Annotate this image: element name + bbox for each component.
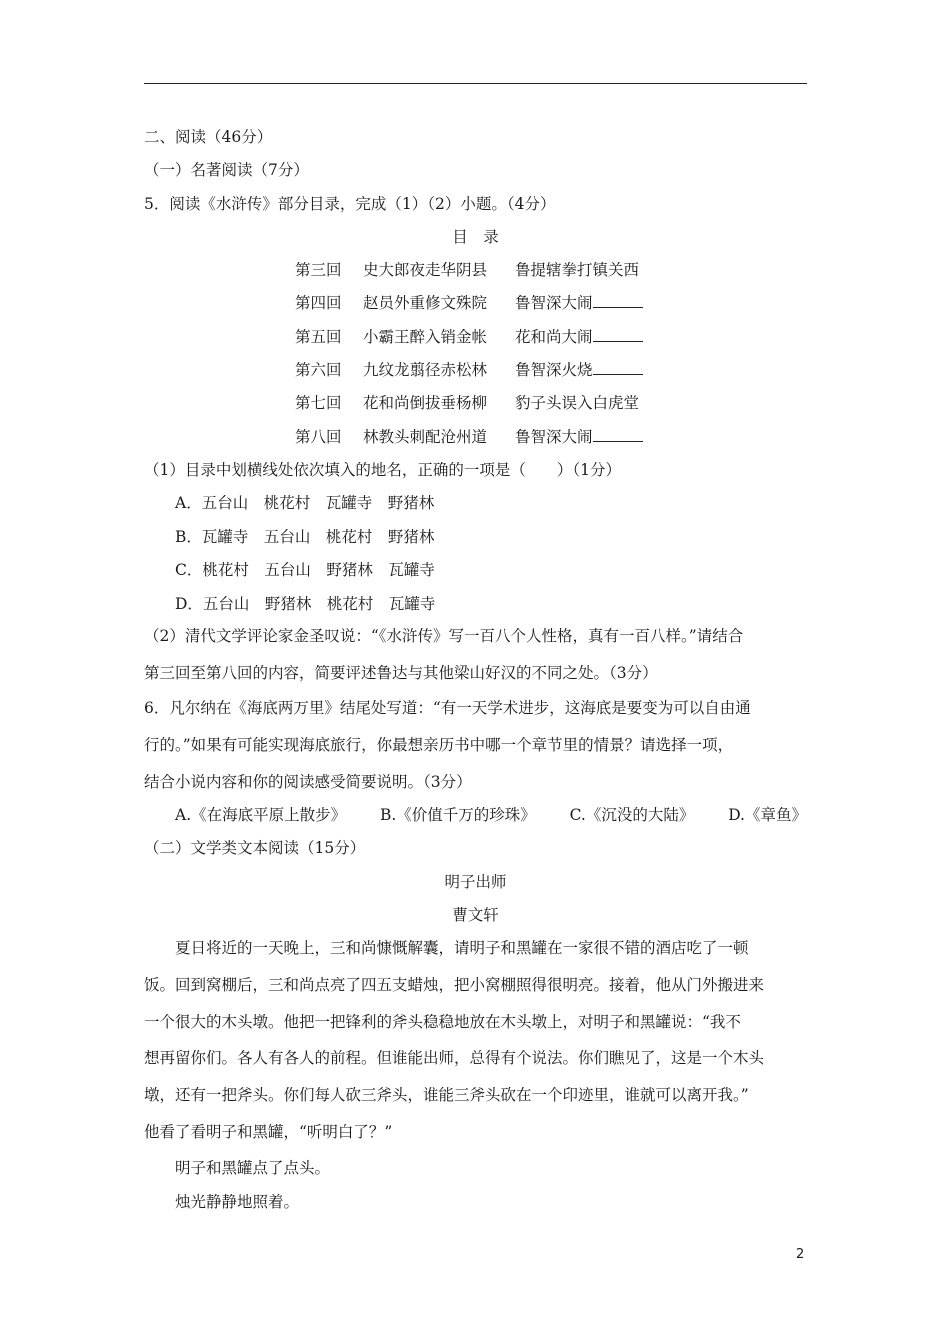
q5-1-option-a: A．五台山 桃花村 瓦罐寺 野猪林: [175, 494, 435, 512]
question-5-2-line-1: （2）清代文学评论家金圣叹说：“《水浒传》写一百八个人性格，真有一百八样。”请结合: [144, 627, 744, 645]
toc-title: 目 录: [452, 228, 499, 246]
fill-in-blank: [593, 360, 643, 375]
toc-chapter-title-b: 鲁智深大闹: [515, 294, 593, 312]
story-line: 墩，还有一把斧头。你们每人砍三斧头，谁能三斧头砍在一个印迹里，谁就可以离开我。”: [144, 1086, 749, 1104]
toc-chapter-number: 第五回: [295, 328, 342, 346]
toc-chapter-number: 第六回: [295, 361, 342, 379]
toc-chapter-title-a: 九纹龙翦径赤松林: [363, 361, 488, 379]
q6-option-a: A.《在海底平原上散步》: [175, 806, 347, 824]
toc-chapter-number: 第四回: [295, 294, 342, 312]
toc-chapter-title-a: 小霸王醉入销金帐: [363, 328, 488, 346]
q6-option-c: C.《沉没的大陆》: [569, 806, 695, 824]
header-rule: [144, 83, 807, 84]
toc-chapter-title-b: 鲁智深火烧: [515, 361, 593, 379]
story-line: 一个很大的木头墩。他把一把锋利的斧头稳稳地放在木头墩上，对明子和黑罐说：“我不: [144, 1013, 741, 1031]
subsection-heading-1: （一）名著阅读（7分）: [144, 161, 309, 179]
section-heading: 二、阅读（46分）: [144, 128, 273, 146]
fill-in-blank: [593, 427, 643, 442]
story-paragraph-2: 明子和黑罐点了点头。: [175, 1159, 331, 1177]
q5-1-option-c: C．桃花村 五台山 野猪林 瓦罐寺: [175, 561, 435, 579]
toc-row: [295, 360, 643, 380]
toc-row: [295, 293, 643, 313]
toc-chapter-title-b: 鲁智深大闹: [515, 428, 593, 446]
toc-chapter-title-b: 豹子头误入白虎堂: [515, 394, 640, 412]
story-paragraph-3: 烛光静静地照着。: [175, 1193, 300, 1211]
question-5-2-line-2: 第三回至第八回的内容，简要评述鲁达与其他梁山好汉的不同之处。（3分）: [144, 664, 658, 682]
toc-chapter-number: 第八回: [295, 428, 342, 446]
toc-chapter-title-a: 林教头刺配沧州道: [363, 428, 488, 446]
toc-chapter-number: 第七回: [295, 394, 342, 412]
toc-chapter-title-b: 花和尚大闹: [515, 328, 593, 346]
story-line: 他看了看明子和黑罐，“听明白了？”: [144, 1123, 393, 1141]
toc-chapter-title-a: 史大郎夜走华阴县: [363, 261, 488, 279]
question-5-1: （1）目录中划横线处依次填入的地名，正确的一项是（ ）（1分）: [144, 461, 621, 479]
toc-row: [295, 427, 643, 447]
subsection-heading-2: （二）文学类文本阅读（15分）: [144, 839, 366, 857]
question-6-line-3: 结合小说内容和你的阅读感受简要说明。（3分）: [144, 773, 472, 791]
q5-1-option-d: D．五台山 野猪林 桃花村 瓦罐寺: [175, 595, 436, 613]
question-6-line-1: 6．凡尔纳在《海底两万里》结尾处写道：“有一天学术进步，这海底是要变为可以自由通: [144, 699, 751, 717]
page-number: 2: [796, 1247, 805, 1262]
toc-row: [295, 327, 643, 347]
story-author: 曹文轩: [452, 906, 499, 924]
toc-chapter-title-b: 鲁提辖拳打镇关西: [515, 261, 640, 279]
q6-option-b: B.《价值千万的珍珠》: [379, 806, 536, 824]
toc-chapter-title-a: 花和尚倒拔垂杨柳: [363, 394, 488, 412]
story-title: 明子出师: [444, 873, 507, 891]
fill-in-blank: [593, 293, 643, 308]
question-5: 5．阅读《水浒传》部分目录，完成（1）（2）小题。（4分）: [144, 195, 556, 213]
q6-option-d: D.《章鱼》: [728, 806, 807, 824]
fill-in-blank: [593, 327, 643, 342]
question-6-line-2: 行的。”如果有可能实现海底旅行，你最想亲历书中哪一个章节里的情景？请选择一项，: [144, 736, 734, 754]
q5-1-option-b: B．瓦罐寺 五台山 桃花村 野猪林: [175, 528, 435, 546]
toc-chapter-title-a: 赵员外重修文殊院: [363, 294, 488, 312]
toc-row: [295, 260, 639, 280]
story-line: 饭。回到窝棚后，三和尚点亮了四五支蜡烛，把小窝棚照得很明亮。接着，他从门外搬进来: [144, 976, 765, 994]
story-line: 夏日将近的一天晚上，三和尚慷慨解囊，请明子和黑罐在一家很不错的酒店吃了一顿: [175, 939, 749, 957]
toc-chapter-number: 第三回: [295, 261, 342, 279]
q6-options: [175, 805, 807, 825]
toc-row: [295, 393, 639, 413]
story-line: 想再留你们。各人有各人的前程。但谁能出师，总得有个说法。你们瞧见了，这是一个木头: [144, 1049, 765, 1067]
